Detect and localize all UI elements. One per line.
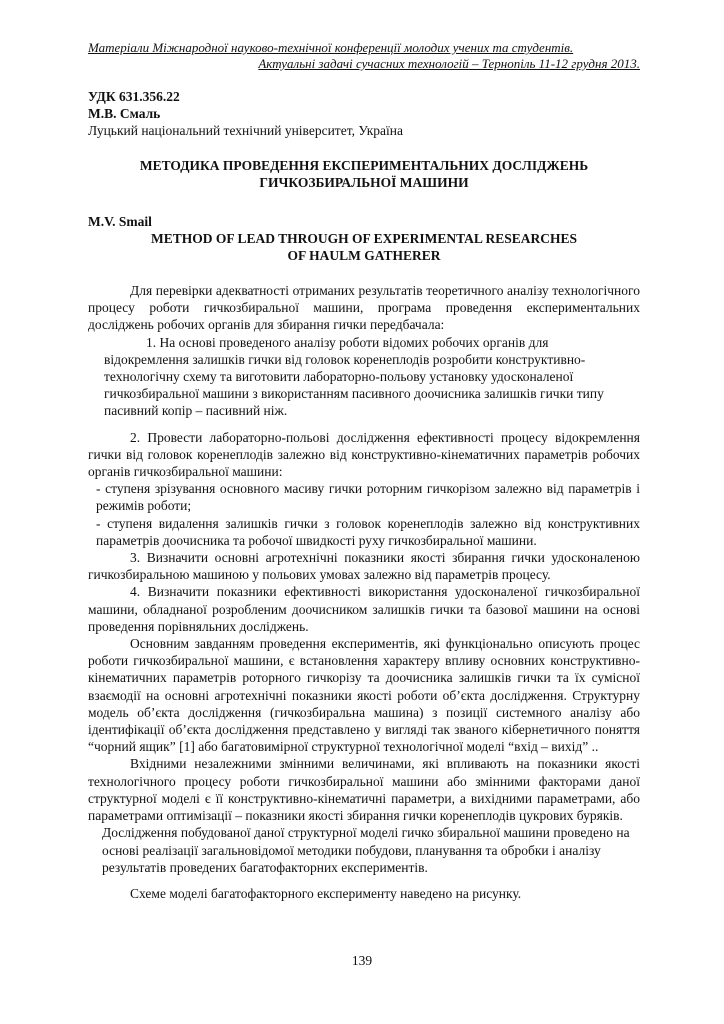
list-item-3: 3. Визначити основні агротехнічні показники якості збирання гички удосконаленою гичкозбиральною машиною у польових умовах залежно від параметрів процесу. (88, 550, 640, 583)
conference-header-line-2: Актуальні задачі сучасних технологій – Тернопіль 11-12 грудня 2013. (258, 56, 640, 71)
title-ua-line-1: МЕТОДИКА ПРОВЕДЕННЯ ЕКСПЕРИМЕНТАЛЬНИХ ДОСЛІДЖЕНЬ (139, 158, 589, 173)
list-item-2: 2. Провести лабораторно-польові дослідження ефективності процесу відокремлення гички від головок коренеплодів залежно від конструктивно-кінематичних параметрів робочих органів гичкозбиральної машини: (88, 429, 640, 480)
list-item-4: 4. Визначити показники ефективності використання удосконаленої гичкозбиральної машини, обладнаної розробленим доочисником залишків гички та базової машини на основі проведення порівняльних досліджень. (88, 584, 640, 634)
page-number: 139 (351, 953, 373, 968)
title-en-line-2: OF HAULM GATHERER (287, 248, 441, 263)
udk-code: УДК 631.356.22 (88, 89, 180, 104)
dash-item-2: - ступеня видалення залишків гички з головок коренеплодів залежно від конструктивних параметрів доочисника та робочої швидкості руху гичкозбиральної машини. (96, 515, 640, 548)
article-body (88, 282, 640, 902)
title-ua (88, 157, 640, 191)
inputs-paragraph: Вхідними незалежними змінними величинами, які впливають на показники якості технологічного процесу роботи гичкозбиральної машини або змінними факторами даної структурної моделі є її конструктивно-кінематичні параметри, а вихідними параметрами, або параметрами оптимізації – показники якості збирання гички коренеплодів цукрових буряків. (88, 756, 640, 824)
author-ua: М.В. Смаль (88, 106, 161, 121)
dash-item-1: - ступеня зрізування основного масиву гички роторним гичкорізом залежно від параметрів і режимів роботи; (96, 481, 640, 514)
title-en-line-1: METHOD OF LEAD THROUGH OF EXPERIMENTAL RESEARCHES (150, 231, 578, 246)
main-task-paragraph: Основним завданням проведення експериментів, які функціонально описують процес роботи гичкозбиральної машини, є встановлення характеру впливу основних конструктивно-кінематичних параметрів роторного гичкорізу та доочисника залишків гички та їх сумісної взаємодії на основні агротехнічні показники якості роботи об’єкта дослідження. Структурну модель об’єкта дослідження (гичкозбиральна машина) з позиції системного аналізу або ідентифікації об’єкта дослідження представлено у вигляді так званого кібернетичного поняття “чорний ящик” [1] або багатовимірної структурної технологічної моделі “вхід – вихід” .. (88, 636, 640, 755)
list-item-1-first-line: 1. На основі проведеного аналізу роботи відомих робочих органів для (146, 334, 549, 350)
page (88, 40, 640, 902)
conference-header-line-1: Матеріали Міжнародної науково-технічної конференції молодих учених та студентів. (88, 40, 574, 55)
intro-paragraph: Для перевірки адекватності отриманих результатів теоретичного аналізу технологічного процесу роботи гичкозбиральної машини, програма проведення експериментальних досліджень робочих органів для збирання гички передбачала: (88, 283, 640, 333)
scheme-paragraph: Схеме моделі багатофакторного експерименту наведено на рисунку. (130, 885, 522, 901)
article-meta (88, 88, 640, 139)
affiliation: Луцький національний технічний університет, Україна (88, 123, 403, 138)
list-item-1 (88, 334, 640, 420)
title-ua-line-2: ГИЧКОЗБИРАЛЬНОЇ МАШИНИ (259, 175, 469, 190)
title-en (88, 230, 640, 264)
list-item-1-text: відокремлення залишків гички від головок коренеплодів розробити конструктивно-технологічну схему та виготовити лабораторно-польову установку удосконаленої гичкозбиральної машини з використанням пасивного доочисника залишків гички типу пасивний копір – пасивний ніж. (104, 351, 604, 419)
author-en: M.V. Smail (88, 214, 152, 229)
research-paragraph: Дослідження побудованої даної структурної моделі гичко збиральної машини проведено на основі реалізації загальновідомої методики побудови, планування та обробки і аналізу результатів проведених багатофакторних експериментів. (102, 825, 630, 875)
